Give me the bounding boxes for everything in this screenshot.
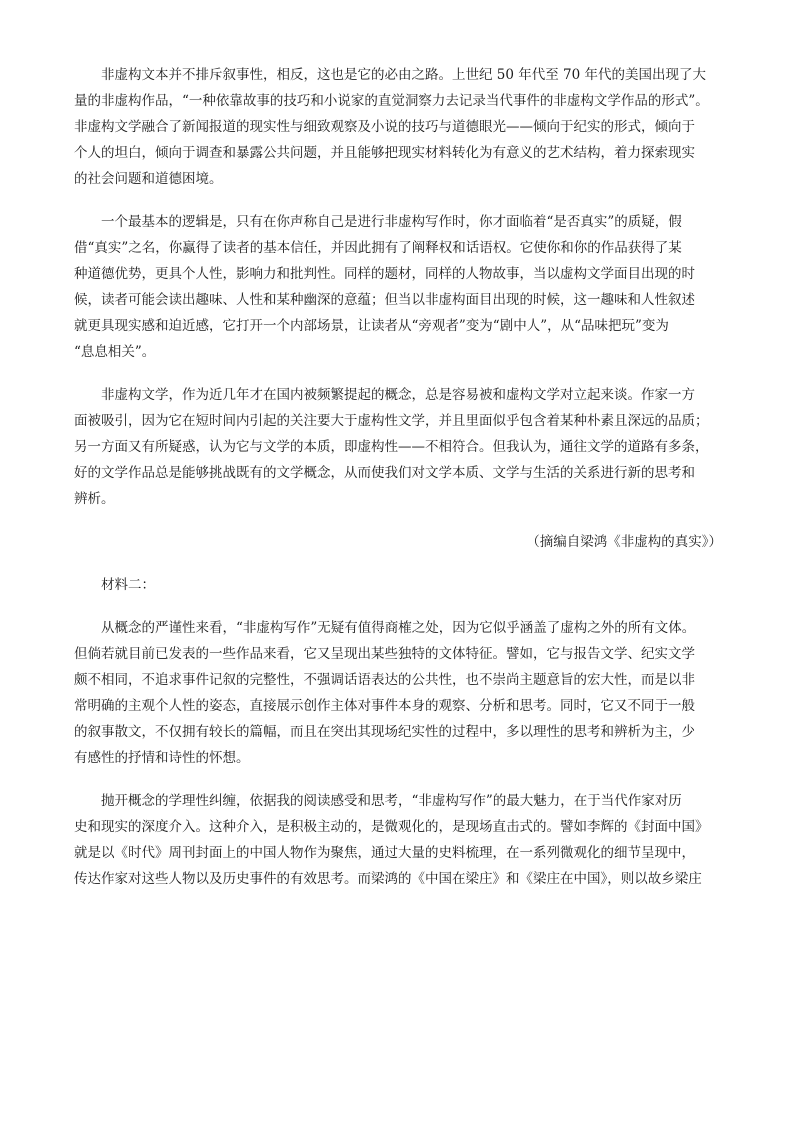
text-line: 的叙事散文，不仅拥有较长的篇幅，而且在突出其现场纪实性的过程中，多以理性的思考和辨析为主，少 (74, 724, 695, 740)
text-line: 的社会问题和道德困境。 (74, 171, 223, 187)
text-line: 但倘若就目前已发表的一些作品来看，它又呈现出某些独特的文体特征。譬如，它与报告文学、纪实文学 (74, 646, 695, 662)
paragraph-gap (74, 192, 734, 209)
text-line: 抛开概念的学理性纠缠，依据我的阅读感受和思考，“非虚构写作”的最大魅力，在于当代作家对历 (101, 793, 682, 809)
text-line: 一个最基本的逻辑是，只有在你声称自己是进行非虚构写作时，你才面临着“是否真实”的质疑，假 (101, 214, 682, 230)
paragraph-1 (74, 62, 734, 192)
text-line: 有感性的抒情和诗性的怀想。 (74, 750, 250, 766)
text-line: 就是以《时代》周刊封面上的中国人物作为聚焦，通过大量的史料梳理，在一系列微观化的细节呈现中， (74, 845, 695, 861)
text-line: 非虚构文本并不排斥叙事性，相反，这也是它的必由之路。上世纪 50 年代至 70 年代的美国出现了大 (101, 67, 707, 83)
text-line: 候，读者可能会读出趣味、人性和某种幽深的意蕴；但当以非虚构面目出现的时候，这一趣味和人性叙述 (74, 292, 695, 308)
paragraph-gap (74, 512, 734, 529)
text-line: 种道德优势，更具个人性，影响力和批判性。同样的题材，同样的人物故事，当以虚构文学面目出现的时 (74, 266, 695, 282)
text-line: 量的非虚构作品，“一种依靠故事的技巧和小说家的直觉洞察力去记录当代事件的非虚构文学作品的形式”。 (74, 93, 709, 109)
text-line: 辨析。 (74, 491, 115, 507)
text-line: 传达作家对这些人物以及历史事件的有效思考。而梁鸿的《中国在梁庄》和《梁庄在中国》，则以故乡梁庄 (74, 871, 702, 887)
text-line: 个人的坦白，倾向于调查和暴露公共问题，并且能够把现实材料转化为有意义的艺术结构，着力探索现实 (74, 145, 695, 161)
paragraph-2 (74, 209, 734, 365)
paragraph-gap (74, 598, 734, 615)
text-line: 史和现实的深度介入。这种介入，是积极主动的，是微观化的，是现场直击式的。譬如李辉的《封面中国》 (74, 819, 709, 835)
document-page (74, 62, 734, 892)
text-line: 常明确的主观个人性的姿态，直接展示创作主体对事件本身的观察、分析和思考。同时，它又不同于一般 (74, 698, 695, 714)
material-two-paragraph-1 (74, 615, 734, 771)
material-two-paragraph-2 (74, 788, 734, 892)
text-line: 借“真实”之名，你赢得了读者的基本信任，并因此拥有了阐释权和话语权。它使你和你的作品获得了某 (74, 240, 682, 256)
text-line: 非虚构文学融合了新闻报道的现实性与细致观察及小说的技巧与道德眼光——倾向于纪实的形式，倾向于 (74, 119, 695, 135)
text-line: 好的文学作品总是能够挑战既有的文学概念，从而使我们对文学本质、文学与生活的关系进行新的思考和 (74, 465, 695, 481)
text-line: 从概念的严谨性来看，“非虚构写作”无疑有值得商榷之处，因为它似乎涵盖了虚构之外的所有文体。 (101, 620, 696, 636)
paragraph-gap (74, 555, 734, 572)
text-line: 另一方面又有所疑惑，认为它与文学的本质，即虚构性——不相符合。但我认为，通往文学的道路有多条， (74, 439, 709, 455)
source-citation: （摘编自梁鸿《非虚构的真实》） (526, 534, 722, 550)
material-two-heading: 材料二： (101, 577, 155, 593)
text-line: 颇不相同，不追求事件记叙的完整性，不强调话语表达的公共性，也不崇尚主题意旨的宏大性，而是以非 (74, 672, 695, 688)
text-line: “息息相关”。 (74, 344, 156, 360)
paragraph-gap (74, 365, 734, 382)
text-line: 面被吸引，因为它在短时间内引起的关注要大于虚构性文学，并且里面似乎包含着某种朴素且深远的品质； (74, 413, 709, 429)
text-line: 非虚构文学，作为近几年才在国内被频繁提起的概念，总是容易被和虚构文学对立起来谈。作家一方 (101, 387, 695, 403)
text-line: 就更具现实感和迫近感，它打开一个内部场景，让读者从“旁观者”变为“剧中人”，从“品味把玩”变为 (74, 318, 669, 334)
paragraph-3 (74, 382, 734, 512)
paragraph-gap (74, 771, 734, 788)
